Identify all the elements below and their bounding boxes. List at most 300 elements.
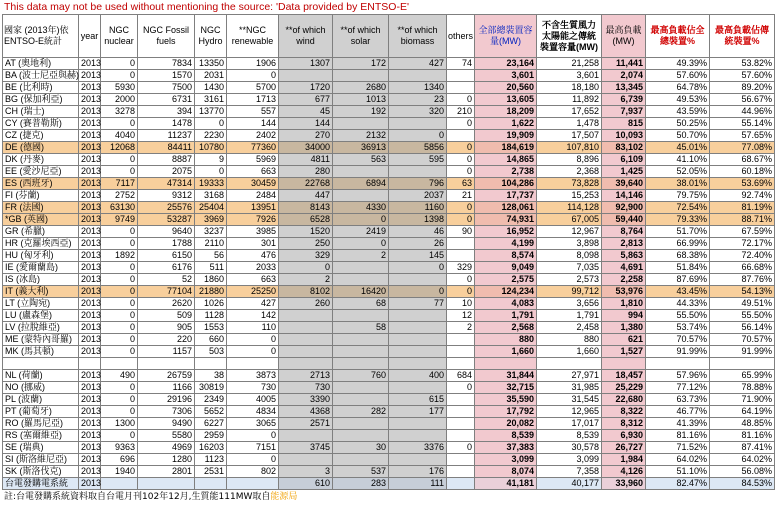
table-cell: 2000 [101,94,138,106]
table-cell: 1940 [101,466,138,478]
table-cell: 2013 [79,286,101,298]
table-cell: 2,575 [475,274,537,286]
table-cell: 14,146 [602,190,646,202]
table-cell: 56.67% [710,94,775,106]
country-cell: NL (荷蘭) [3,370,79,382]
table-cell: 114,128 [537,202,602,214]
table-cell: 87.41% [710,442,775,454]
table-cell: 2013 [79,70,101,82]
table-cell: 8,539 [475,430,537,442]
table-cell: 1,380 [602,322,646,334]
table-cell: 3,099 [537,454,602,466]
country-cell: BG (保加利亞) [3,94,79,106]
table-cell: 49.53% [646,94,710,106]
table-cell [333,70,389,82]
table-cell: 54.13% [710,286,775,298]
spacer-cell [475,358,537,370]
table-cell: 684 [447,370,475,382]
table-cell: 8,098 [537,250,602,262]
table-cell: 55.14% [710,118,775,130]
table-cell: 23 [389,94,447,106]
table-cell: 301 [227,238,279,250]
table-cell: 3390 [279,394,333,406]
table-cell: 7500 [138,82,195,94]
table-cell: 6176 [138,262,195,274]
table-cell: 2013 [79,58,101,70]
table-cell: 9312 [138,190,195,202]
country-cell: FR (法國) [3,202,79,214]
table-cell: 124,234 [475,286,537,298]
table-cell: 0 [279,262,333,274]
table-cell: 51.84% [646,262,710,274]
table-cell: 2484 [227,190,279,202]
table-row [3,178,775,190]
table-cell: 44.96% [710,106,775,118]
col-hydro: NGC Hydro [195,15,227,58]
table-cell: 802 [227,466,279,478]
table-cell: 427 [227,298,279,310]
table-row [3,130,775,142]
country-cell: NO (挪威) [3,382,79,394]
table-cell [447,238,475,250]
table-cell: 1,622 [475,118,537,130]
table-cell: 74,931 [475,214,537,226]
country-cell: LV (拉脫維亞) [3,322,79,334]
table-cell [447,130,475,142]
table-cell: 21 [447,190,475,202]
table-cell: 2132 [333,130,389,142]
country-cell: RO (羅馬尼亞) [3,418,79,430]
table-cell: 26 [389,238,447,250]
table-cell: 5,863 [602,250,646,262]
table-cell: 65.99% [710,370,775,382]
table-cell: 63130 [101,202,138,214]
table-cell: 610 [279,478,333,490]
col-peak-load: 最高負載(MW) [602,15,646,58]
table-cell: 9,049 [475,262,537,274]
table-cell: 260 [279,298,333,310]
table-cell: 0 [389,130,447,142]
table-cell: 17,652 [537,106,602,118]
table-cell: 0 [447,274,475,286]
table-cell: 2230 [195,130,227,142]
table-cell: 0 [447,286,475,298]
table-cell: 192 [333,106,389,118]
table-cell [447,82,475,94]
table-cell: 1128 [195,310,227,322]
table-cell [333,418,389,430]
table-cell: 177 [389,406,447,418]
table-cell: 1280 [138,454,195,466]
table-cell: 7,035 [537,262,602,274]
table-cell [389,118,447,130]
table-cell: 2013 [79,130,101,142]
footnote-text: 註:台電發購系統資料取自台電月刊102年12月,生質能111MW取自 [4,492,271,502]
table-cell: 1892 [101,250,138,262]
table-cell: 6,930 [602,430,646,442]
table-row [3,106,775,118]
table-cell: 2680 [333,82,389,94]
table-cell: 52 [138,274,195,286]
table-cell: 1,660 [537,346,602,358]
table-cell: 51.70% [646,226,710,238]
table-cell: 4005 [227,394,279,406]
col-others: others [447,15,475,58]
table-cell: 26,727 [602,442,646,454]
table-row [3,82,775,94]
table-cell: 1,791 [475,310,537,322]
table-cell: 84.53% [710,478,775,490]
table-cell: 16203 [195,442,227,454]
table-cell: 13770 [195,106,227,118]
country-cell: PT (葡萄牙) [3,406,79,418]
table-cell: 111 [389,478,447,490]
spacer-cell [3,358,79,370]
table-cell: 64.02% [646,454,710,466]
table-cell [389,310,447,322]
table-cell: 53.74% [646,322,710,334]
country-cell: HR (克羅埃西亞) [3,238,79,250]
table-cell: 0 [101,262,138,274]
spacer-cell [389,358,447,370]
col-nuclear: NGC nuclear [101,15,138,58]
country-cell: HU (匈牙利) [3,250,79,262]
table-cell [447,454,475,466]
table-cell: 2013 [79,250,101,262]
table-row [3,466,775,478]
table-cell: 92.74% [710,190,775,202]
country-cell: BE (比利時) [3,82,79,94]
spacer-cell [333,358,389,370]
table-cell: 77104 [138,286,195,298]
table-row [3,274,775,286]
spacer-cell [537,358,602,370]
table-cell [333,394,389,406]
table-cell: 73,828 [537,178,602,190]
table-cell: 0 [227,454,279,466]
table-cell: 2,368 [537,166,602,178]
table-cell: 1713 [227,94,279,106]
table-cell: 595 [389,154,447,166]
table-cell: 12,967 [537,226,602,238]
table-cell [333,334,389,346]
table-cell: 10 [447,298,475,310]
table-cell: 1,791 [537,310,602,322]
table-cell: 677 [279,94,333,106]
table-cell: 128,061 [475,202,537,214]
country-cell: LT (立陶宛) [3,298,79,310]
table-row [3,190,775,202]
table-cell: 46 [389,226,447,238]
spacer-cell [279,358,333,370]
table-cell: 11237 [138,130,195,142]
table-cell: 2013 [79,94,101,106]
spacer-cell [646,358,710,370]
table-cell: 67.59% [710,226,775,238]
table-cell: 0 [101,406,138,418]
table-cell: 9 [195,154,227,166]
table-cell: 1,527 [602,346,646,358]
table-cell: 3376 [389,442,447,454]
table-cell: 4040 [101,130,138,142]
table-cell: 5700 [227,82,279,94]
table-cell: 64.19% [710,406,775,418]
table-cell: 320 [389,106,447,118]
table-cell: 7,937 [602,106,646,118]
table-row [3,298,775,310]
table-cell: 2013 [79,298,101,310]
table-cell: 30819 [195,382,227,394]
table-cell: 91.99% [710,346,775,358]
spacer-cell [79,358,101,370]
table-cell: 760 [333,370,389,382]
table-cell: 0 [101,70,138,82]
table-cell: 5652 [195,406,227,418]
table-cell [447,250,475,262]
table-cell: 5856 [389,142,447,154]
table-cell: 7834 [138,58,195,70]
table-cell [279,430,333,442]
table-cell: 25576 [138,202,195,214]
table-cell: 0 [447,142,475,154]
table-cell: 83,102 [602,142,646,154]
table-cell: 142 [227,310,279,322]
country-cell: DE (德國) [3,142,79,154]
table-cell: 1520 [279,226,333,238]
table-cell: 20,082 [475,418,537,430]
table-cell: 49.39% [646,58,710,70]
table-cell: 1,810 [602,298,646,310]
table-cell: 56.08% [710,466,775,478]
col-pct-conventional: 最高負載佔傳統裝置% [710,15,775,58]
table-cell: 0 [447,166,475,178]
table-row [3,202,775,214]
table-cell: 18,457 [602,370,646,382]
table-cell: 31,545 [537,394,602,406]
spacer-cell [101,358,138,370]
table-cell: 8,896 [537,154,602,166]
table-cell [279,454,333,466]
table-cell: 0 [101,226,138,238]
table-cell: 92,900 [602,202,646,214]
table-cell: 107,810 [537,142,602,154]
table-cell: 49.51% [710,298,775,310]
table-cell: 0 [447,442,475,454]
table-cell: 15,253 [537,190,602,202]
table-cell: 0 [333,214,389,226]
table-cell: 30,578 [537,442,602,454]
table-cell: 0 [101,58,138,70]
country-cell: ME (蒙特內哥羅) [3,334,79,346]
table-cell: 6731 [138,94,195,106]
table-cell: 6528 [279,214,333,226]
table-cell: 1860 [195,274,227,286]
table-cell: 21,258 [537,58,602,70]
table-cell: 2,258 [602,274,646,286]
table-cell: 2,738 [475,166,537,178]
table-cell: 2013 [79,394,101,406]
table-cell: 50.25% [646,118,710,130]
table-cell: 2402 [227,130,279,142]
table-cell: 2013 [79,238,101,250]
table-cell: 7151 [227,442,279,454]
country-cell: 台電發購電系統 [3,478,79,490]
table-cell: 0 [101,154,138,166]
table-cell: 41.10% [646,154,710,166]
header-row [3,15,775,58]
table-cell: 51.10% [646,466,710,478]
table-cell: 4969 [138,442,195,454]
table-cell: 17,737 [475,190,537,202]
table-cell: 29196 [138,394,195,406]
table-cell [447,406,475,418]
table-cell: 2,458 [537,322,602,334]
table-cell: 329 [279,250,333,262]
table-cell: 25404 [195,202,227,214]
table-cell: 84411 [138,142,195,154]
table-cell: 88.71% [710,214,775,226]
table-cell: 3,656 [537,298,602,310]
table-cell: 77.08% [710,142,775,154]
country-cell: PL (波蘭) [3,394,79,406]
table-cell [279,310,333,322]
table-cell: 1,425 [602,166,646,178]
table-cell: 81.19% [710,202,775,214]
table-cell: 5580 [138,430,195,442]
country-cell: CZ (捷克) [3,130,79,142]
table-cell: 90 [447,226,475,238]
table-cell [389,70,447,82]
table-cell: 6894 [333,178,389,190]
table-cell: 57.60% [646,70,710,82]
table-cell: 7926 [227,214,279,226]
table-cell: 6,739 [602,94,646,106]
table-row [3,214,775,226]
table-cell [227,478,279,490]
table-cell: 557 [227,106,279,118]
table-cell: 4368 [279,406,333,418]
table-cell: 220 [138,334,195,346]
table-cell: 4,691 [602,262,646,274]
table-cell: 511 [195,262,227,274]
table-cell: 0 [101,298,138,310]
table-cell: 3,898 [537,238,602,250]
table-cell: 8143 [279,202,333,214]
table-cell: 400 [389,370,447,382]
table-cell: 4,199 [475,238,537,250]
table-cell: 2013 [79,202,101,214]
table-cell: 0 [101,238,138,250]
table-cell: 490 [101,370,138,382]
table-cell [101,478,138,490]
table-cell [333,430,389,442]
table-cell: 2013 [79,154,101,166]
table-cell: 39,640 [602,178,646,190]
table-cell [389,418,447,430]
table-cell: 72.40% [710,250,775,262]
table-cell: 12068 [101,142,138,154]
table-cell: 53287 [138,214,195,226]
table-cell: 8,539 [537,430,602,442]
table-cell: 0 [101,346,138,358]
table-cell: 0 [101,118,138,130]
table-cell: 79.75% [646,190,710,202]
table-cell: 447 [279,190,333,202]
table-cell: 81.16% [710,430,775,442]
table-cell: 2013 [79,454,101,466]
table-row [3,286,775,298]
country-cell: IS (冰島) [3,274,79,286]
table-cell: 0 [447,94,475,106]
table-cell: 2013 [79,214,101,226]
table-cell: 394 [138,106,195,118]
table-row [3,346,775,358]
table-cell [447,346,475,358]
table-cell [447,466,475,478]
table-cell: 22768 [279,178,333,190]
table-cell: 30459 [227,178,279,190]
spacer-cell [138,358,195,370]
table-cell [389,454,447,466]
table-cell: 59,440 [602,214,646,226]
table-cell: 50.70% [646,130,710,142]
spacer-cell [602,358,646,370]
table-cell: 2013 [79,322,101,334]
table-cell: 1157 [138,346,195,358]
table-cell: 2013 [79,478,101,490]
country-cell: *GB (英國) [3,214,79,226]
table-cell [447,430,475,442]
country-cell: RS (塞爾維亞) [3,430,79,442]
table-cell: 2531 [195,466,227,478]
table-cell: 0 [447,118,475,130]
table-cell: 57.60% [710,70,775,82]
table-cell: 4811 [279,154,333,166]
col-solar: **of which solar [333,15,389,58]
table-cell [389,322,447,334]
table-cell: 1026 [195,298,227,310]
table-cell: 13,605 [475,94,537,106]
table-cell: 0 [101,322,138,334]
table-cell: 1,478 [537,118,602,130]
table-cell: 8887 [138,154,195,166]
table-cell [333,382,389,394]
table-cell: 730 [227,382,279,394]
table-cell: 17,507 [537,130,602,142]
table-cell: 9640 [138,226,195,238]
table-cell: 104,286 [475,178,537,190]
table-cell: 21880 [195,286,227,298]
table-cell: 2013 [79,310,101,322]
table-row [3,58,775,70]
col-total-capacity: 全部總裝置容量(MW) [475,15,537,58]
spacer-cell [227,358,279,370]
table-cell: 3278 [101,106,138,118]
table-cell [389,346,447,358]
footnote [4,491,297,503]
footnote-source: 能源局 [270,492,298,502]
table-row [3,442,775,454]
table-cell [389,382,447,394]
table-cell: 25,229 [602,382,646,394]
table-cell: 40,177 [537,478,602,490]
spacer-cell [447,358,475,370]
table-cell: 1430 [195,82,227,94]
table-cell: 1307 [279,58,333,70]
table-cell: 0 [333,238,389,250]
table-cell: 0 [101,286,138,298]
table-cell: 1013 [333,94,389,106]
